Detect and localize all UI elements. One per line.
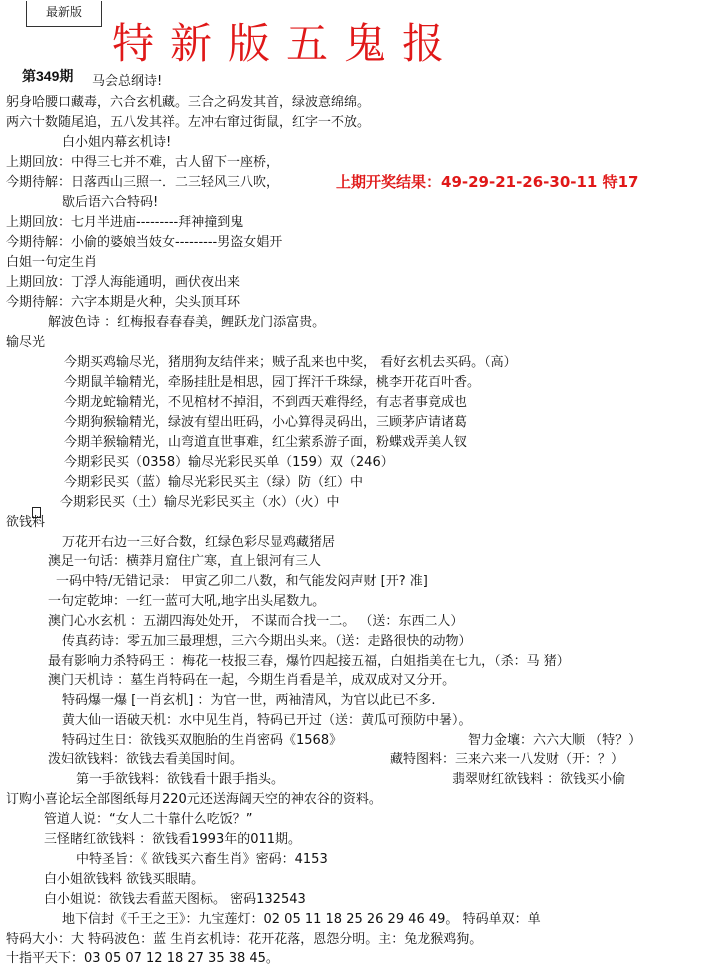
- text-line: 白小姐内幕玄机诗!: [62, 135, 172, 150]
- text-line: 歇后语六合特码!: [62, 195, 159, 210]
- text-line: 今期彩民买（蓝）输尽光彩民买主（绿）防（红）中: [64, 475, 364, 490]
- text-line: 翡翠财红欲钱料 ：欲钱买小偷: [452, 772, 626, 787]
- text-line: 澳门天机诗 ：墓生肖特码在一起，今期生肖看是羊，成双成对又分开。: [48, 673, 456, 688]
- text-line: 藏特图料：三来六来一八发财（开：？）: [390, 752, 625, 767]
- issue-number: 第349期: [22, 68, 74, 84]
- text-line: 澳门心水玄机 ：五湖四海处处开， 不谋而合找一二。 （送：东西二人）: [48, 614, 464, 629]
- text-line: 澳足一句话：横莽月窟住广寒，直上银河有三人: [48, 554, 322, 569]
- text-line: 特码爆一爆 [一肖玄机] ：为官一世，两袖清风，为官以此已不多.: [62, 693, 436, 708]
- section-heading: 欲钱料: [6, 515, 46, 530]
- text-line: 传真药诗：零五加三最理想，三六今期出头来。（送：走路很快的动物）: [62, 634, 472, 649]
- text-line: 一句定乾坤：一红一蓝可大吼,地字出头尾数九。: [48, 594, 326, 609]
- text-line: 白姐一句定生肖: [6, 255, 98, 270]
- page-title: 特新版五鬼报: [112, 19, 461, 68]
- text-line: 今期彩民买（0358）输尽光彩民买单（159）双（246）: [64, 455, 394, 470]
- text-line: 管道人说：“女人二十靠什么吃饭？”: [44, 812, 253, 827]
- text-line: 今期鼠羊输精光，牵肠挂肚是相思，园丁挥汗千珠绿，桃李开花百叶香。: [64, 375, 481, 390]
- section-heading: 输尽光: [6, 335, 46, 350]
- text-line: 今期狗猴输精光，绿波有望出旺码，小心算得灵码出，三顾茅庐请诸葛: [64, 415, 468, 430]
- text-line: 白小姐说：欲钱去看蓝天图标。 密码132543: [44, 892, 306, 907]
- text-line: 地下信封《千王之王》：九宝莲灯：02 05 11 18 25 26 29 46 49。 特码单双：单: [62, 912, 541, 927]
- latest-edition-badge: 最新版: [26, 1, 102, 27]
- text-line: 今期羊猴输精光，山弯道直世事难，红尘萦系游子面，粉蝶戏弄美人钗: [64, 435, 468, 450]
- text-line: 特码大小：大 特码波色：蓝 生肖玄机诗：花开花落，恩怨分明。主：兔龙猴鸡狗。: [6, 932, 483, 947]
- text-line: 最有影响力杀特码王 ：梅花一枝报三春，爆竹四起接五福，白姐指美在七九，（杀：马 猪）: [48, 654, 570, 669]
- text-line: 十指平天下：03 05 07 12 18 27 35 38 45。: [6, 951, 279, 966]
- text-line: 泼妇欲钱料：欲钱去看美国时间。: [48, 752, 244, 767]
- text-line: 上期回放：七月半进庙---------拜神撞到鬼: [6, 215, 244, 230]
- text-line: 黄大仙一语破天机：水中见生肖，特码已开过（送：黄瓜可预防中暑）。: [62, 713, 472, 728]
- text-line: 今期待解：小偷的婆娘当妓女---------男盗女娼开: [6, 235, 283, 250]
- text-line: 今期龙蛇输精光，不见棺材不掉泪，不到西天难得经，有志者事竟成也: [64, 395, 468, 410]
- text-line: 特码过生日：欲钱买双胞胎的生肖密码《1568》: [62, 733, 343, 748]
- text-line: 解波色诗 ：红梅报春春春美，鲤跃龙门添富贵。: [48, 315, 326, 330]
- text-line: 今期彩民买（土）输尽光彩民买主（水）（火）中: [60, 495, 340, 510]
- text-line: 第一手欲钱料：欲钱看十跟手指头。: [76, 772, 285, 787]
- text-line: 上期回放：中得三七并不难，古人留下一座桥，: [6, 155, 280, 170]
- text-line: 中特圣旨：《 欲钱买六畜生肖》密码：4153: [76, 852, 328, 867]
- text-line: 上期回放：丁浮人海能通明，画伏夜出来: [6, 275, 241, 290]
- text-line: 白小姐欲钱料 欲钱买眼睛。: [44, 872, 205, 887]
- text-line: 今期待解：六字本期是火种，尖头顶耳环: [6, 295, 241, 310]
- text-line: 三怪睹红欲钱料 ：欲钱看1993年的011期。: [44, 832, 302, 847]
- text-line: 智力金壤：六六大顺 （特？）: [468, 733, 642, 748]
- text-line: 万花开右边一三好合数，红绿色彩尽显鸡藏猪居: [62, 535, 336, 550]
- text-line: 今期待解：日落西山三照一．二三轻风三八吹，: [6, 175, 280, 190]
- last-draw-result: 上期开奖结果：49-29-21-26-30-11 特17: [336, 173, 639, 191]
- text-line: 今期买鸡输尽光，猪朋狗友结伴来；贼子乱来也中奖， 看好玄机去买码。（高）: [64, 355, 517, 370]
- text-line: 一码中特/无错记录： 甲寅乙卯二八数，和气能发闷声财 [开? 准]: [56, 574, 428, 589]
- text-line: 两六十数随尾追，五八发其祥。左冲右窜过街鼠，红字一不放。: [6, 115, 371, 130]
- text-line: 躬身哈腰口藏毒，六合玄机藏。三合之码发其首，绿波意绵绵。: [6, 95, 371, 110]
- text-line: 马会总纲诗!: [92, 74, 163, 89]
- text-line: 订购小喜论坛全部图纸每月220元还送海阔天空的神农谷的资料。: [6, 792, 382, 807]
